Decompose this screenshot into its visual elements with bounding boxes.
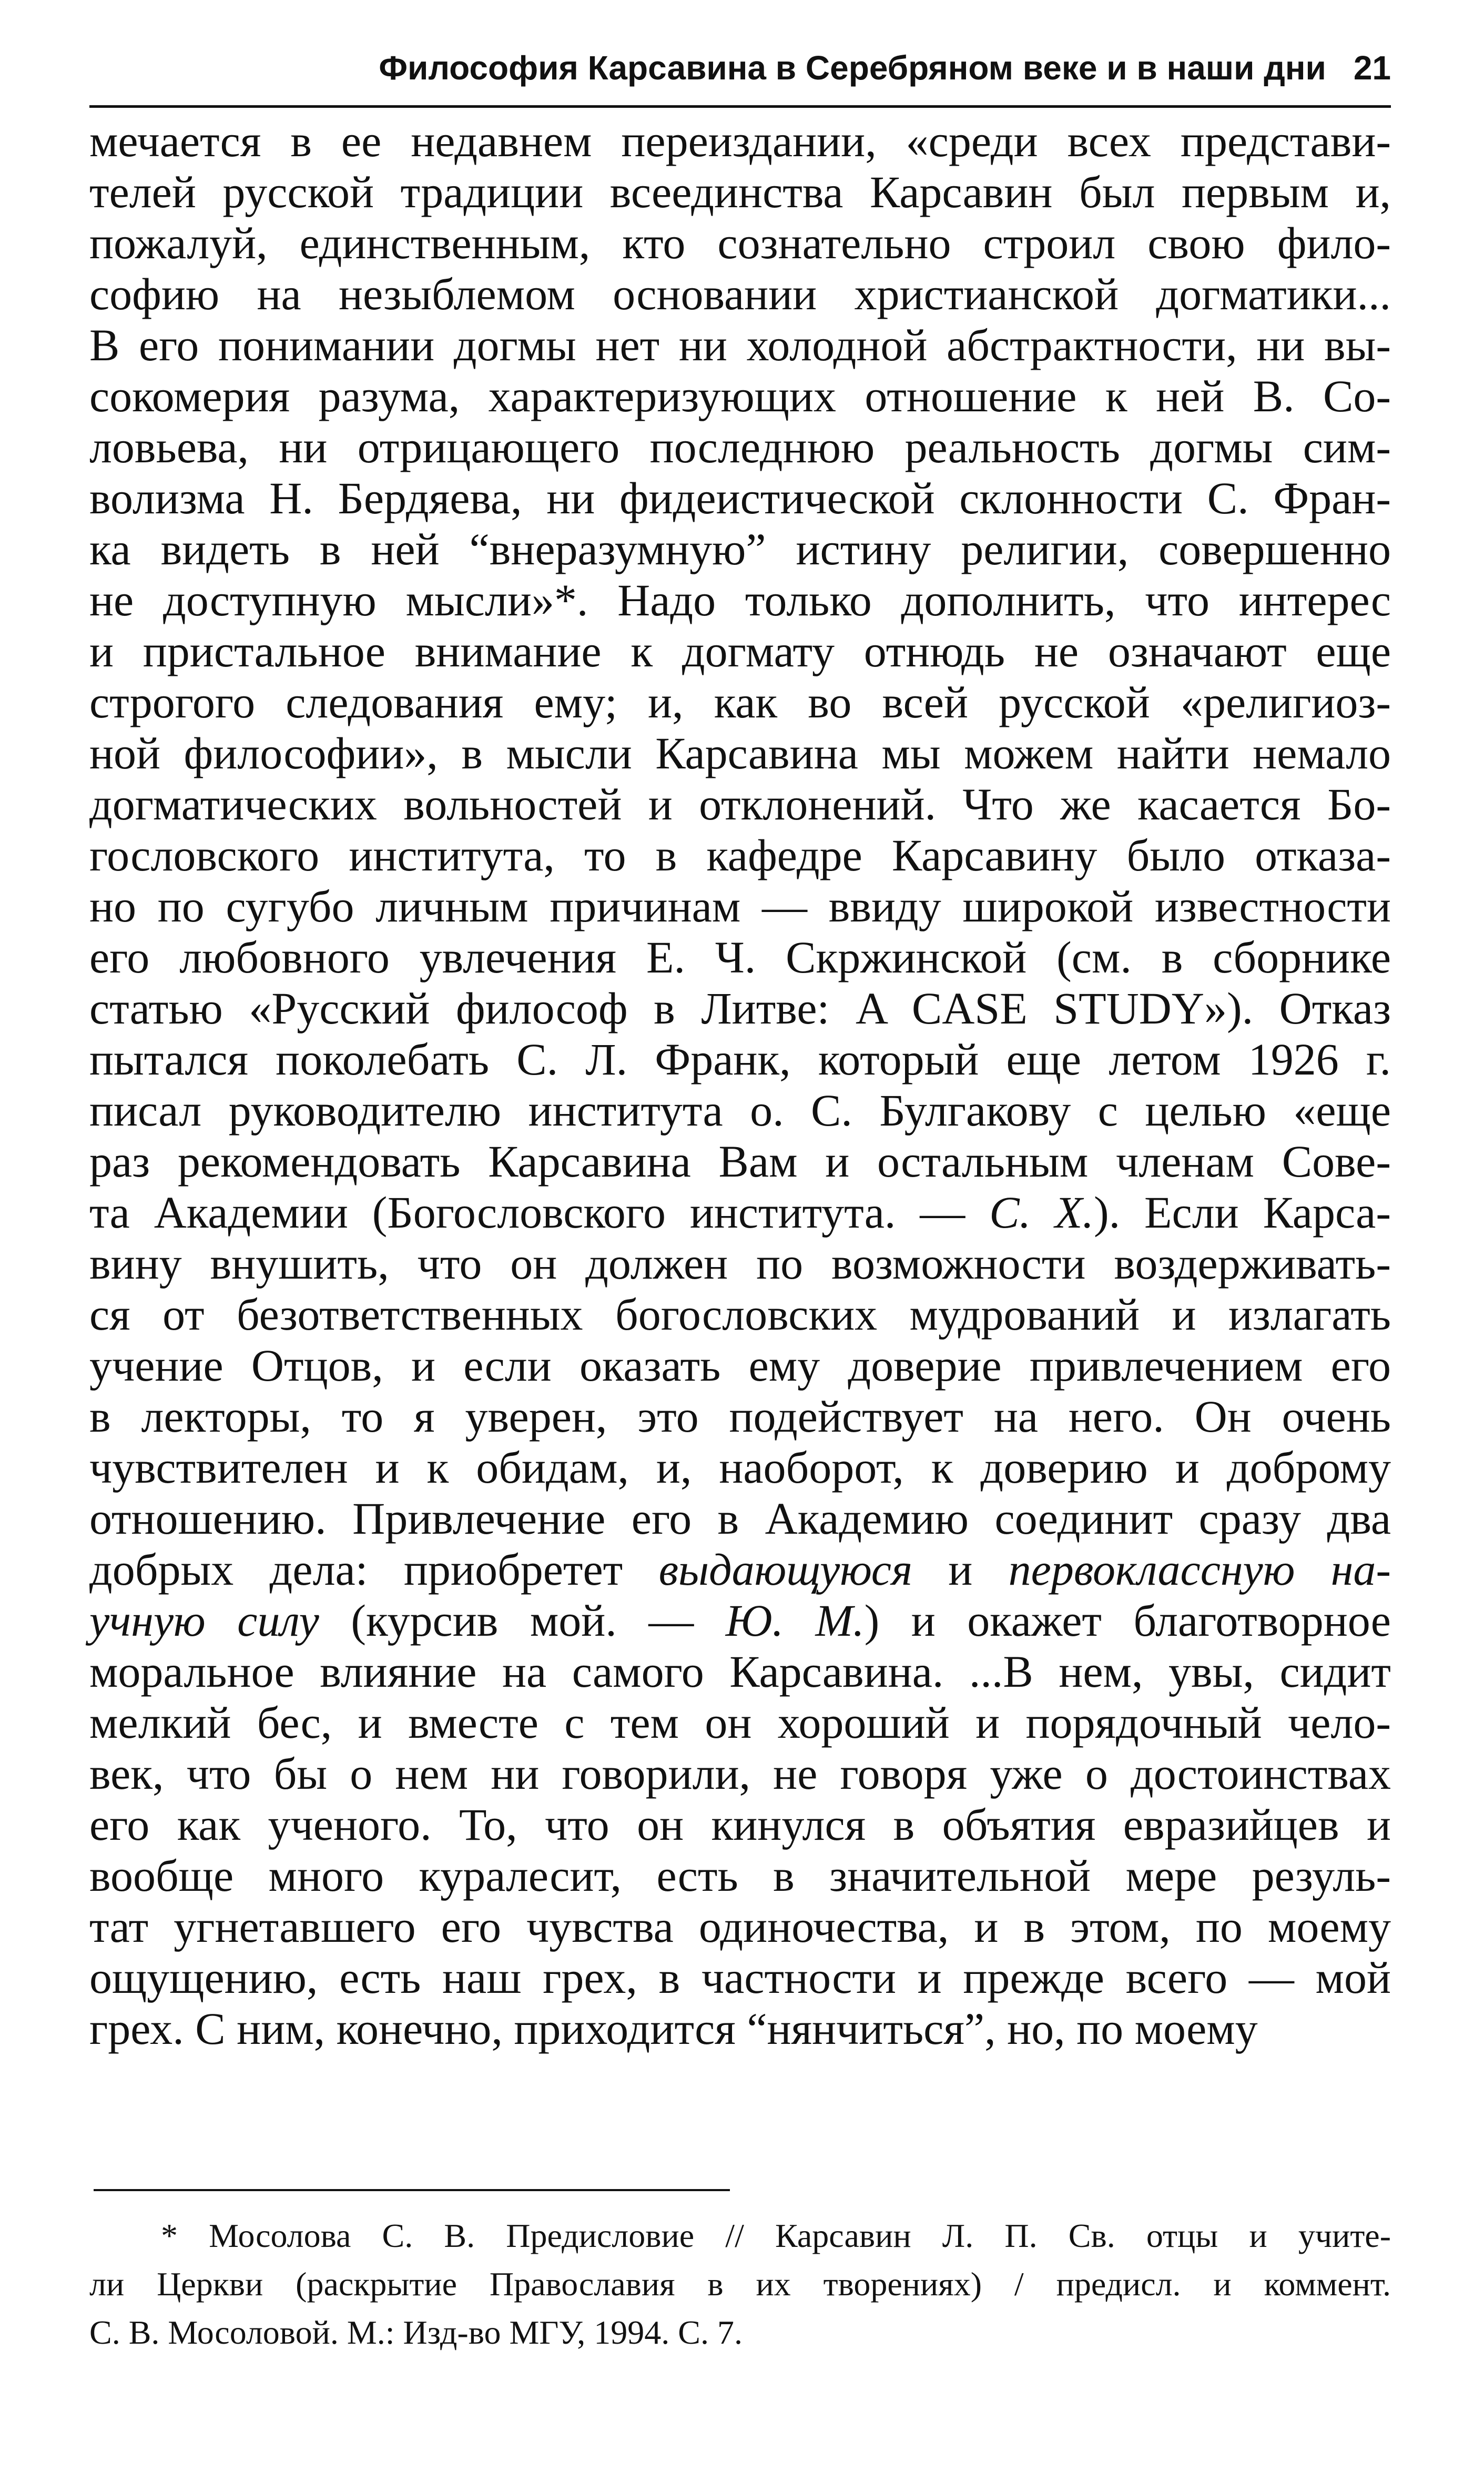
body-line: В его понимании догмы нет ни холодной абстрактности, ни вы-	[89, 320, 1391, 370]
body-line: чувствителен и к обидам, и, наоборот, к доверию и доброму	[89, 1442, 1391, 1493]
body-text	[89, 116, 1391, 2054]
body-line: грех. С ним, конечно, приходится “нянчиться”, но, по моему	[89, 2003, 1258, 2054]
body-line: добрых дела: приобретет выдающуюся и первоклассную на-	[89, 1544, 1391, 1595]
body-line: пожалуй, единственным, кто сознательно строил свою фило-	[89, 218, 1391, 268]
body-line: софию на незыблемом основании христианской догматики...	[89, 269, 1391, 319]
body-line: пытался поколебать С. Л. Франк, который еще летом 1926 г.	[89, 1034, 1391, 1085]
body-line: раз рекомендовать Карсавина Вам и остальным членам Сове-	[89, 1136, 1391, 1187]
footnote	[89, 2212, 1391, 2357]
footnote-line: С. В. Мосоловой. М.: Изд-во МГУ, 1994. С. 7.	[89, 2314, 743, 2351]
body-line: ка видеть в ней “внеразумную” истину религии, совершенно	[89, 524, 1391, 574]
header-rule	[89, 105, 1391, 108]
footnote-rule	[94, 2189, 730, 2191]
body-line: волизма Н. Бердяева, ни фидеистической склонности С. Фран-	[89, 473, 1391, 523]
page-number: 21	[1353, 49, 1391, 87]
body-line: вину внушить, что он должен по возможности воздерживать-	[89, 1238, 1391, 1289]
running-header-title: Философия Карсавина в Серебряном веке и в наши дни	[379, 49, 1326, 87]
body-line: сокомерия разума, характеризующих отношение к ней В. Со-	[89, 371, 1391, 421]
body-line: его как ученого. То, что он кинулся в объятия евразийцев и	[89, 1799, 1391, 1850]
body-line: учение Отцов, и если оказать ему доверие привлечением его	[89, 1340, 1391, 1391]
footnote-line: * Мосолова С. В. Предисловие // Карсавин Л. П. Св. отцы и учите-	[161, 2217, 1391, 2254]
body-line: догматических вольностей и отклонений. Что же касается Бо-	[89, 779, 1391, 829]
body-line: учную силу (курсив мой. — Ю. М.) и окажет благотворное	[89, 1595, 1391, 1646]
body-line: и пристальное внимание к догмату отнюдь не означают еще	[89, 626, 1391, 676]
body-line: ловьева, ни отрицающего последнюю реальность догмы сим-	[89, 422, 1391, 472]
body-line: тат угнетавшего его чувства одиночества, и в этом, по моему	[89, 1901, 1391, 1952]
body-line: гословского института, то в кафедре Карсавину было отказа-	[89, 830, 1391, 880]
footnote-line: ли Церкви (раскрытие Православия в их творениях) / предисл. и коммент.	[89, 2265, 1391, 2303]
body-line: ной философии», в мысли Карсавина мы можем найти немало	[89, 728, 1391, 778]
body-line: писал руководителю института о. С. Булгакову с целью «еще	[89, 1085, 1391, 1136]
body-line: моральное влияние на самого Карсавина. ...В нем, увы, сидит	[89, 1646, 1391, 1697]
body-line: ся от безответственных богословских мудрований и излагать	[89, 1289, 1391, 1340]
body-line: строгого следования ему; и, как во всей русской «религиоз-	[89, 677, 1391, 727]
body-line: мечается в ее недавнем переиздании, «среди всех представи-	[89, 116, 1391, 166]
body-line: вообще много куралесит, есть в значительной мере резуль-	[89, 1850, 1391, 1901]
running-header	[89, 48, 1391, 87]
body-line: та Академии (Богословского института. — С. Х.). Если Карса-	[89, 1187, 1391, 1238]
body-line: не доступную мысли»*. Надо только дополнить, что интерес	[89, 575, 1391, 625]
body-line: в лекторы, то я уверен, это подействует на него. Он очень	[89, 1391, 1391, 1442]
body-line: телей русской традиции всеединства Карсавин был первым и,	[89, 167, 1391, 217]
body-line: его любовного увлечения Е. Ч. Скржинской (см. в сборнике	[89, 932, 1391, 982]
body-line: век, что бы о нем ни говорили, не говоря уже о достоинствах	[89, 1748, 1391, 1799]
body-line: отношению. Привлечение его в Академию соединит сразу два	[89, 1493, 1391, 1544]
body-line: ощущению, есть наш грех, в частности и прежде всего — мой	[89, 1952, 1391, 2003]
body-line: мелкий бес, и вместе с тем он хороший и порядочный чело-	[89, 1697, 1391, 1748]
body-line: но по сугубо личным причинам — ввиду широкой известности	[89, 881, 1391, 931]
body-line: статью «Русский философ в Литве: A CASE STUDY»). Отказ	[89, 983, 1391, 1034]
